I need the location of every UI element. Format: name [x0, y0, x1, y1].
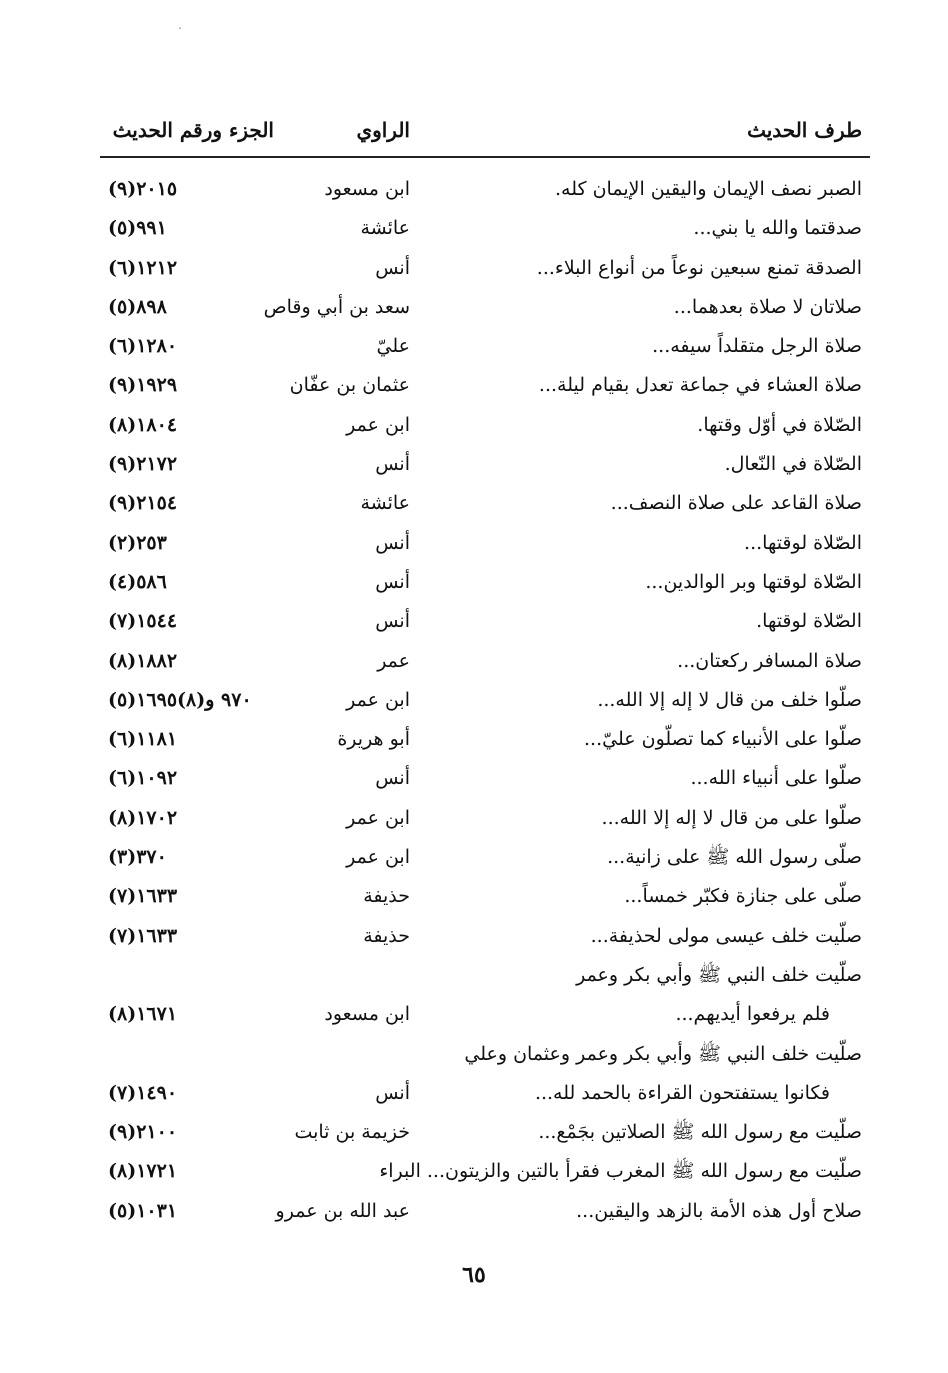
table-header [100, 112, 870, 158]
hadith-reference: (٨)١٨٨٢ [108, 649, 178, 672]
hadith-reference: (٨)١٧٢١ [108, 1160, 178, 1183]
hadith-reference: (٨)١٨٠٤ [108, 413, 178, 436]
table-row [100, 801, 870, 840]
hadith-text: صلاة القاعد على صلاة النصف... [610, 492, 862, 515]
table-row [100, 172, 870, 211]
hadith-reference: (٣)٣٧٠ [108, 846, 167, 869]
hadith-text: صلاة المسافر ركعتان... [677, 649, 862, 672]
table-row [100, 408, 870, 447]
header-reference-column: الجزء ورقم الحديث [112, 118, 274, 142]
hadith-reference: (٨)١٦٧١ [108, 1002, 178, 1025]
scan-mark: . [178, 18, 182, 32]
narrator: ابن عمر [346, 413, 410, 436]
hadith-index-table [100, 172, 870, 1233]
hadith-text: صلّوا على الأنبياء كما تصلّون عليّ... [584, 728, 862, 751]
hadith-reference: (٩)٢١٧٢ [108, 453, 178, 476]
hadith-reference: (٦)١٢١٢ [108, 256, 178, 279]
table-row [100, 526, 870, 565]
table-row [100, 329, 870, 368]
hadith-reference: (٦)١٠٩٢ [108, 767, 178, 790]
hadith-text: صلاة الرجل متقلداً سيفه... [652, 335, 862, 358]
header-narrator-column: الراوي [356, 118, 410, 142]
hadith-reference: (٧)١٤٩٠ [108, 1081, 178, 1104]
narrator: أنس [375, 453, 410, 476]
narrator: أنس [375, 531, 410, 554]
header-hadith-column: طرف الحديث [747, 118, 862, 142]
hadith-reference: (٧)١٦٣٣ [108, 924, 178, 947]
hadith-text-line2: فلم يرفعوا أيديهم... [675, 1002, 830, 1025]
table-row [100, 290, 870, 329]
hadith-text: صلّيت خلف عيسى مولى لحذيفة... [590, 924, 862, 947]
hadith-reference: (٩)٢١٠٠ [108, 1121, 178, 1144]
table-row [100, 1037, 870, 1116]
hadith-reference: (٩)١٩٢٩ [108, 374, 178, 397]
hadith-text: صلاح أول هذه الأمة بالزهد واليقين... [576, 1199, 862, 1222]
narrator: عمر [377, 649, 410, 672]
narrator: عليّ [376, 335, 410, 358]
narrator: حذيفة [363, 924, 410, 947]
table-row [100, 840, 870, 879]
hadith-text: صلّوا خلف من قال لا إله إلا الله... [597, 688, 862, 711]
hadith-reference: (٥)٩٩١ [108, 217, 167, 240]
hadith-reference: (٧)١٥٤٤ [108, 610, 178, 633]
table-row [100, 251, 870, 290]
hadith-reference: (٥)٩٧٠ و(٨)١٦٩٥ [108, 688, 252, 711]
hadith-reference: (٤)٥٨٦ [108, 570, 167, 593]
table-row [100, 368, 870, 407]
hadith-reference: (٥)١٠٣١ [108, 1199, 178, 1222]
hadith-text: الصبر نصف الإيمان واليقين الإيمان كله. [555, 178, 862, 200]
hadith-text: صلّيت مع رسول الله ﷺ الصلاتين بجَمْع... [538, 1121, 862, 1144]
table-row [100, 919, 870, 958]
table-row [100, 644, 870, 683]
table-row [100, 211, 870, 250]
narrator: ابن عمر [346, 846, 410, 869]
hadith-text: صلاة العشاء في جماعة تعدل بقيام ليلة... [538, 374, 862, 397]
table-row [100, 958, 870, 1037]
hadith-text-line2: فكانوا يستفتحون القراءة بالحمد لله... [534, 1081, 830, 1104]
hadith-text: الصّلاة لوقتها... [744, 531, 862, 554]
table-row [100, 1115, 870, 1154]
hadith-reference: (٥)٨٩٨ [108, 295, 167, 318]
narrator: أنس [375, 1081, 410, 1104]
hadith-reference: (٢)٢٥٣ [108, 531, 167, 554]
hadith-reference: (٧)١٦٣٣ [108, 885, 178, 908]
hadith-text: صدقتما والله يا بني... [693, 217, 862, 240]
table-row [100, 604, 870, 643]
hadith-reference: (٦)١٢٨٠ [108, 335, 178, 358]
hadith-text: الصّلاة لوقتها وبر الوالدين... [645, 570, 862, 593]
narrator: أبو هريرة [337, 728, 410, 751]
table-row [100, 722, 870, 761]
table-row [100, 761, 870, 800]
hadith-text [464, 1041, 862, 1106]
hadith-text: صلّوا على من قال لا إله إلا الله... [601, 806, 862, 829]
narrator: ابن عمر [346, 806, 410, 829]
table-row [100, 447, 870, 486]
narrator: أنس [375, 256, 410, 279]
table-row [100, 1194, 870, 1233]
hadith-text: الصدقة تمنع سبعين نوعاً من أنواع البلاء... [536, 256, 862, 279]
hadith-text [576, 962, 862, 1027]
hadith-text: الصّلاة لوقتها. [756, 610, 862, 633]
hadith-text-line1: صلّيت خلف النبي ﷺ وأبي بكر وعمر [576, 963, 862, 986]
table-row [100, 683, 870, 722]
narrator: أنس [375, 767, 410, 790]
hadith-text: صلّى على جنازة فكبّر خمساً... [624, 885, 862, 908]
narrator: عائشة [360, 492, 410, 515]
hadith-reference: (٦)١١٨١ [108, 728, 178, 751]
narrator: عبد الله بن عمرو [275, 1199, 410, 1222]
hadith-text: صلاتان لا صلاة بعدهما... [673, 295, 862, 318]
hadith-text: صلّيت مع رسول الله ﷺ المغرب فقرأ بالتين والزيتون... البراء [379, 1160, 862, 1183]
table-row [100, 1154, 870, 1193]
narrator: عائشة [360, 217, 410, 240]
narrator: ابن مسعود [324, 1002, 410, 1025]
page-number: ٦٥ [462, 1262, 486, 1288]
narrator: سعد بن أبي وقاص [263, 295, 410, 318]
hadith-reference: (٨)١٧٠٢ [108, 806, 178, 829]
table-row [100, 879, 870, 918]
hadith-text: صلّى رسول الله ﷺ على زانية... [607, 846, 862, 869]
hadith-reference: (٩)٢٠١٥ [108, 178, 178, 200]
hadith-text: صلّوا على أنبياء الله... [690, 767, 862, 790]
table-row [100, 565, 870, 604]
hadith-text: الصّلاة في النّعال. [724, 453, 862, 476]
hadith-text-line1: صلّيت خلف النبي ﷺ وأبي بكر وعمر وعثمان وعلي [464, 1042, 862, 1065]
hadith-text: الصّلاة في أوّل وقتها. [697, 413, 862, 436]
narrator: أنس [375, 610, 410, 633]
hadith-reference: (٩)٢١٥٤ [108, 492, 178, 515]
narrator: ابن عمر [346, 688, 410, 711]
narrator: خزيمة بن ثابت [294, 1121, 410, 1144]
narrator: حذيفة [363, 885, 410, 908]
narrator: أنس [375, 570, 410, 593]
narrator: عثمان بن عفّان [289, 374, 410, 397]
narrator: ابن مسعود [324, 178, 410, 200]
table-row [100, 486, 870, 525]
